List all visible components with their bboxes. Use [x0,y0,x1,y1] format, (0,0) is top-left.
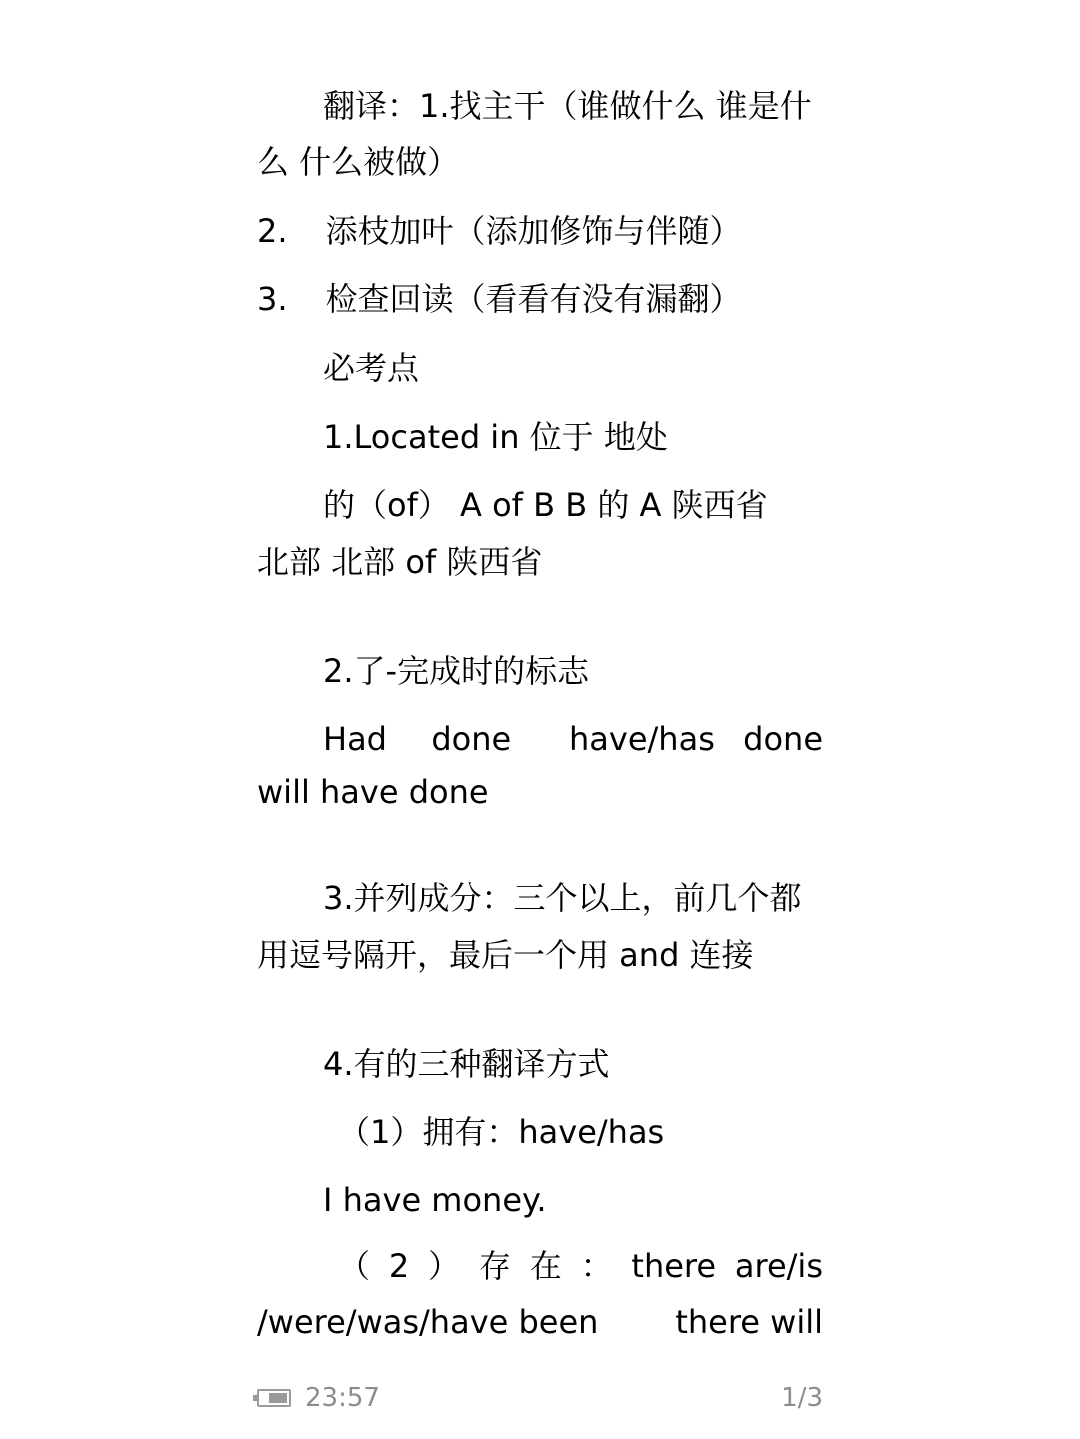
reader-footer [257,1380,823,1416]
tense-line1 [323,719,823,759]
step2-number: 2. [257,212,288,250]
step3-text: 检查回读（看看有没有漏翻） [325,280,742,318]
tense-had: Had [323,720,387,758]
sub-point-1: （1）拥有：have/has [338,1113,665,1151]
point-1: 1.Located in 位于 地处 [323,418,668,456]
of-rule-line1: 的（of） A of B B 的 A 陕西省 [323,486,768,524]
sub2-char-2: 在 [529,1247,562,1285]
translation-step2 [257,211,823,251]
point-4: 4.有的三种翻译方式 [323,1045,610,1083]
sub2-paren-open: （ [338,1247,371,1285]
sub-point-2-line2 [257,1302,823,1342]
sub2-colon: ： [580,1247,613,1285]
of-rule-line2: 北部 北部 of 陕西省 [257,543,543,581]
translation-step3 [257,279,823,319]
step2-text: 添枝加叶（添加修饰与伴随） [325,212,742,250]
sub2-number: 2 [388,1247,410,1285]
point-3-line2: 用逗号隔开，最后一个用 and 连接 [257,936,754,974]
section-heading: 必考点 [323,349,420,387]
tense-done-2: done [743,720,823,758]
tense-have-has: have/has [569,720,715,758]
translation-step1-line2: 么 什么被做） [257,143,460,181]
sub2-line2-left: /were/was/have been [257,1303,599,1341]
sub-point-2-line1 [338,1246,823,1286]
sub2-char-1: 存 [478,1247,511,1285]
battery-icon [257,1389,291,1407]
sub2-paren-close: ） [428,1247,461,1285]
point-3-line1: 3.并列成分：三个以上，前几个都 [323,879,802,917]
footer-time: 23:57 [305,1383,380,1413]
point-2: 2.了-完成时的标志 [323,652,590,690]
sub-point-1-example: I have money. [323,1181,547,1219]
sub2-line2-right: there will [675,1303,823,1341]
sub2-there: there [631,1247,717,1285]
translation-step1-line1: 翻译：1.找主干（谁做什么 谁是什 [323,87,812,125]
step3-number: 3. [257,280,288,318]
tense-line2: will have done [257,773,489,811]
footer-page-number: 1/3 [781,1383,823,1413]
tense-done-1: done [431,720,512,758]
sub2-are-is: are/is [734,1247,823,1285]
